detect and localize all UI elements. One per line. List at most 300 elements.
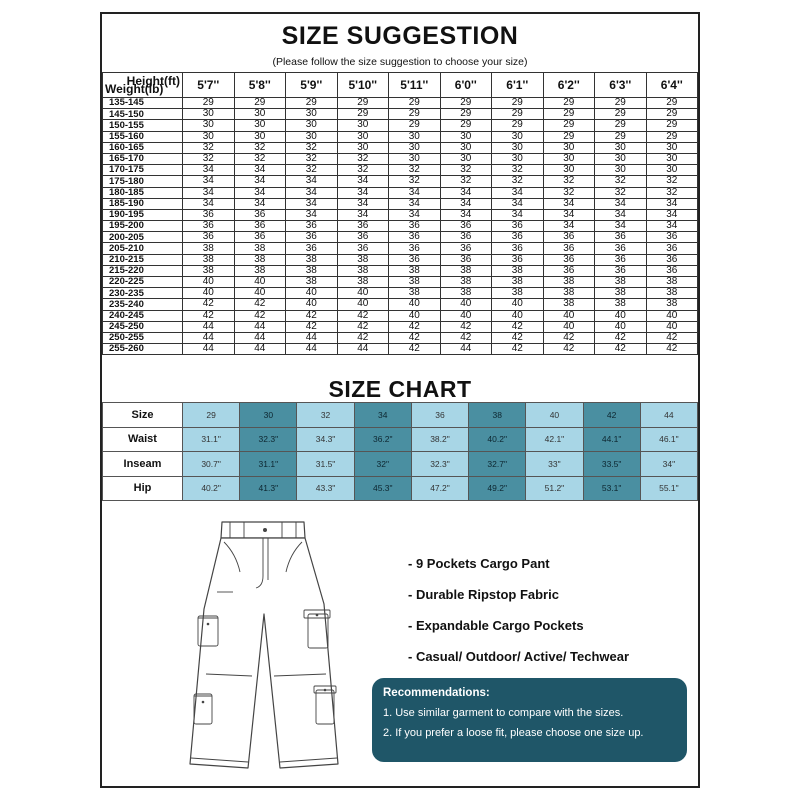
size-cell: 29 [543,109,595,120]
size-cell: 44 [183,321,235,332]
weight-range: 220-225 [103,277,183,288]
size-cell: 32 [337,165,389,176]
table-row [103,153,698,164]
size-chart-table [102,402,698,501]
size-cell: 29 [595,98,647,109]
size-cell: 40 [646,321,698,332]
measurement-cell: 46.1" [640,427,697,452]
size-cell: 36 [646,254,698,265]
size-cell: 32 [183,153,235,164]
height-header: 5'10'' [337,73,389,98]
size-cell: 30 [595,165,647,176]
size-cell: 34 [646,209,698,220]
size-cell: 36 [183,232,235,243]
size-cell: 36 [286,232,338,243]
size-cell: 34 [492,187,544,198]
table-row [103,209,698,220]
table-row [103,310,698,321]
size-cell: 34 [389,187,441,198]
size-cell: 40 [389,299,441,310]
weight-range: 155-160 [103,131,183,142]
size-cell: 30 [183,120,235,131]
size-cell: 34 [595,209,647,220]
size-cell: 42 [337,310,389,321]
size-cell: 36 [183,221,235,232]
size-suggestion-table [102,72,698,355]
measurement-cell: 36 [411,403,468,428]
size-cell: 42 [234,310,286,321]
size-cell: 34 [492,198,544,209]
size-cell: 40 [440,310,492,321]
measurement-cell: 29 [183,403,240,428]
size-cell: 29 [440,120,492,131]
size-cell: 34 [492,209,544,220]
measurement-cell: 32" [354,452,411,477]
size-cell: 34 [286,187,338,198]
size-cell: 34 [183,198,235,209]
size-cell: 34 [286,198,338,209]
size-cell: 34 [389,209,441,220]
weight-range: 170-175 [103,165,183,176]
size-cell: 29 [337,98,389,109]
measurement-cell: 40.2" [183,476,240,501]
size-cell: 29 [595,109,647,120]
size-cell: 38 [543,277,595,288]
size-guide-sheet [100,12,700,788]
weight-range: 160-165 [103,142,183,153]
size-cell: 40 [337,288,389,299]
measurement-cell: 30 [240,403,297,428]
measurement-cell: 41.3" [240,476,297,501]
size-cell: 42 [389,321,441,332]
size-cell: 29 [286,98,338,109]
size-cell: 42 [389,344,441,355]
feature-item: - Durable Ripstop Fabric [408,587,559,602]
weight-range: 205-210 [103,243,183,254]
size-cell: 29 [440,109,492,120]
size-cell: 40 [337,299,389,310]
size-cell: 34 [440,198,492,209]
size-cell: 29 [543,120,595,131]
size-cell: 29 [440,98,492,109]
size-cell: 44 [440,344,492,355]
measurement-cell: 33" [526,452,583,477]
size-cell: 44 [337,344,389,355]
size-cell: 32 [492,176,544,187]
size-cell: 42 [440,321,492,332]
size-cell: 34 [646,221,698,232]
size-cell: 38 [286,265,338,276]
size-cell: 40 [440,299,492,310]
size-cell: 29 [492,120,544,131]
measurement-cell: 49.2" [469,476,526,501]
size-cell: 36 [234,209,286,220]
size-cell: 38 [389,277,441,288]
size-cell: 44 [183,332,235,343]
measurement-cell: 30.7" [183,452,240,477]
size-cell: 44 [286,332,338,343]
size-cell: 34 [234,165,286,176]
size-cell: 40 [286,299,338,310]
measurement-cell: 32.3" [240,427,297,452]
size-cell: 42 [286,310,338,321]
size-cell: 30 [646,165,698,176]
size-cell: 30 [440,142,492,153]
table-row [103,165,698,176]
table-row [103,176,698,187]
size-cell: 34 [337,209,389,220]
size-cell: 29 [492,109,544,120]
measurement-cell: 55.1" [640,476,697,501]
size-cell: 38 [337,265,389,276]
size-cell: 42 [286,321,338,332]
size-cell: 30 [543,165,595,176]
size-cell: 32 [389,165,441,176]
size-cell: 42 [543,344,595,355]
size-cell: 29 [492,98,544,109]
size-cell: 36 [183,209,235,220]
table-row [103,120,698,131]
weight-range: 235-240 [103,299,183,310]
size-cell: 38 [543,299,595,310]
feature-item: - 9 Pockets Cargo Pant [408,556,550,571]
size-cell: 30 [234,131,286,142]
size-cell: 36 [337,232,389,243]
height-header: 5'8'' [234,73,286,98]
size-cell: 40 [543,321,595,332]
weight-range: 180-185 [103,187,183,198]
size-cell: 29 [337,109,389,120]
measurement-cell: 34" [640,452,697,477]
size-cell: 42 [440,332,492,343]
weight-range: 215-220 [103,265,183,276]
size-cell: 40 [595,321,647,332]
table-row [103,344,698,355]
size-cell: 40 [234,277,286,288]
measurement-cell: 43.3" [297,476,354,501]
table-corner-header [103,73,183,98]
size-cell: 38 [183,265,235,276]
table-row [103,265,698,276]
size-cell: 29 [646,109,698,120]
feature-item: - Expandable Cargo Pockets [408,618,584,633]
weight-range: 230-235 [103,288,183,299]
size-cell: 30 [286,131,338,142]
recommendation-item: 1. Use similar garment to compare with the sizes. [383,707,624,719]
size-cell: 38 [183,243,235,254]
size-cell: 30 [234,109,286,120]
size-cell: 38 [440,265,492,276]
size-cell: 36 [492,221,544,232]
height-header: 5'9'' [286,73,338,98]
size-cell: 42 [337,321,389,332]
size-cell: 36 [543,243,595,254]
feature-item: - Casual/ Outdoor/ Active/ Techwear [408,649,630,664]
size-cell: 32 [337,153,389,164]
size-cell: 30 [543,142,595,153]
size-cell: 34 [595,221,647,232]
size-cell: 32 [389,176,441,187]
size-cell: 30 [389,131,441,142]
size-cell: 32 [234,142,286,153]
size-cell: 36 [543,265,595,276]
measurement-cell: 34 [354,403,411,428]
measurement-label: Inseam [103,452,183,477]
size-cell: 29 [389,120,441,131]
size-cell: 36 [440,243,492,254]
size-cell: 29 [595,120,647,131]
table-row [103,321,698,332]
table-row [103,131,698,142]
size-cell: 36 [286,243,338,254]
measurement-cell: 44.1" [583,427,640,452]
size-cell: 32 [543,187,595,198]
size-cell: 30 [492,153,544,164]
size-cell: 44 [234,344,286,355]
size-cell: 30 [646,153,698,164]
size-cell: 30 [337,120,389,131]
size-cell: 32 [595,176,647,187]
table-row [103,403,698,428]
measurement-cell: 42.1" [526,427,583,452]
size-cell: 36 [234,221,286,232]
size-cell: 30 [234,120,286,131]
size-cell: 36 [595,243,647,254]
size-cell: 42 [234,299,286,310]
size-cell: 38 [234,265,286,276]
size-cell: 40 [492,310,544,321]
size-cell: 44 [286,344,338,355]
weight-range: 190-195 [103,209,183,220]
measurement-cell: 51.2" [526,476,583,501]
size-cell: 42 [492,321,544,332]
size-cell: 30 [646,142,698,153]
size-cell: 42 [492,344,544,355]
size-cell: 36 [440,232,492,243]
measurement-cell: 47.2" [411,476,468,501]
size-cell: 29 [389,98,441,109]
size-cell: 34 [440,209,492,220]
measurement-cell: 45.3" [354,476,411,501]
height-header: 6'3'' [595,73,647,98]
size-cell: 40 [492,299,544,310]
table-row [103,427,698,452]
measurement-cell: 38.2" [411,427,468,452]
weight-range: 185-190 [103,198,183,209]
size-cell: 29 [389,109,441,120]
size-cell: 30 [183,109,235,120]
measurement-cell: 32.7" [469,452,526,477]
size-cell: 30 [337,142,389,153]
size-suggestion-subtitle: (Please follow the size suggestion to choose your size) [272,56,528,68]
size-cell: 34 [337,176,389,187]
size-cell: 38 [183,254,235,265]
table-row [103,288,698,299]
size-cell: 40 [234,288,286,299]
size-cell: 32 [286,165,338,176]
measurement-cell: 44 [640,403,697,428]
measurement-label: Hip [103,476,183,501]
table-row [103,452,698,477]
size-cell: 36 [492,243,544,254]
height-header: 6'0'' [440,73,492,98]
weight-range: 240-245 [103,310,183,321]
weight-range: 135-145 [103,98,183,109]
size-cell: 34 [337,198,389,209]
size-cell: 38 [492,277,544,288]
size-cell: 36 [646,265,698,276]
size-cell: 42 [492,332,544,343]
size-cell: 29 [646,98,698,109]
weight-range: 200-205 [103,232,183,243]
size-cell: 32 [286,153,338,164]
size-cell: 32 [183,142,235,153]
size-cell: 36 [337,221,389,232]
size-cell: 36 [492,232,544,243]
size-cell: 40 [595,310,647,321]
measurement-cell: 36.2" [354,427,411,452]
size-cell: 44 [234,332,286,343]
size-cell: 44 [234,321,286,332]
size-cell: 34 [286,176,338,187]
recommendations-box [372,678,687,762]
size-cell: 36 [389,232,441,243]
size-cell: 40 [286,288,338,299]
size-cell: 38 [286,277,338,288]
size-cell: 38 [543,288,595,299]
weight-axis-label: Weight(lb) [105,82,164,96]
size-cell: 34 [595,198,647,209]
size-cell: 42 [646,332,698,343]
size-cell: 30 [440,131,492,142]
size-cell: 32 [646,176,698,187]
size-cell: 38 [234,243,286,254]
measurement-label: Size [103,403,183,428]
size-cell: 36 [440,254,492,265]
size-cell: 42 [183,310,235,321]
size-cell: 32 [595,187,647,198]
size-cell: 36 [234,232,286,243]
measurement-cell: 31.5" [297,452,354,477]
size-cell: 30 [543,153,595,164]
size-cell: 29 [646,131,698,142]
size-cell: 36 [389,254,441,265]
table-row [103,187,698,198]
measurement-cell: 31.1" [240,452,297,477]
table-row [103,299,698,310]
weight-range: 165-170 [103,153,183,164]
size-cell: 30 [595,153,647,164]
table-row [103,254,698,265]
size-cell: 36 [543,232,595,243]
height-axis-label: Height(ft) [126,74,180,88]
size-cell: 36 [492,254,544,265]
size-cell: 34 [543,198,595,209]
feature-list [408,556,629,680]
size-cell: 38 [286,254,338,265]
measurement-label: Waist [103,427,183,452]
size-cell: 30 [389,142,441,153]
size-cell: 38 [389,288,441,299]
size-cell: 29 [595,131,647,142]
weight-range: 255-260 [103,344,183,355]
measurement-cell: 33.5" [583,452,640,477]
measurement-cell: 42 [583,403,640,428]
size-cell: 40 [389,310,441,321]
table-row [103,142,698,153]
size-cell: 29 [646,120,698,131]
size-cell: 36 [595,254,647,265]
size-cell: 40 [183,277,235,288]
table-row [103,277,698,288]
size-cell: 42 [337,332,389,343]
size-cell: 38 [234,254,286,265]
recommendation-item: 2. If you prefer a loose fit, please choose one size up. [383,727,644,739]
size-chart-title: SIZE CHART [328,376,472,402]
size-cell: 38 [337,277,389,288]
table-row [103,243,698,254]
measurement-cell: 40.2" [469,427,526,452]
table-row [103,98,698,109]
size-cell: 38 [337,254,389,265]
size-cell: 42 [183,299,235,310]
measurement-cell: 38 [469,403,526,428]
size-cell: 32 [286,142,338,153]
height-header: 6'2'' [543,73,595,98]
size-cell: 38 [440,277,492,288]
measurement-cell: 34.3" [297,427,354,452]
measurement-cell: 53.1" [583,476,640,501]
size-cell: 30 [183,131,235,142]
size-cell: 44 [183,344,235,355]
size-cell: 34 [543,221,595,232]
size-cell: 36 [389,243,441,254]
size-cell: 36 [646,243,698,254]
table-row [103,232,698,243]
size-cell: 38 [492,265,544,276]
size-cell: 30 [492,142,544,153]
size-cell: 30 [389,153,441,164]
size-cell: 40 [543,310,595,321]
size-cell: 30 [337,131,389,142]
size-cell: 38 [646,277,698,288]
size-cell: 36 [440,221,492,232]
size-cell: 38 [389,265,441,276]
weight-range: 250-255 [103,332,183,343]
size-suggestion-title: SIZE SUGGESTION [281,22,519,50]
size-cell: 38 [646,299,698,310]
measurement-cell: 31.1" [183,427,240,452]
height-header: 6'4'' [646,73,698,98]
size-cell: 32 [646,187,698,198]
size-cell: 42 [595,344,647,355]
size-cell: 34 [234,187,286,198]
size-cell: 42 [595,332,647,343]
size-cell: 32 [543,176,595,187]
size-cell: 29 [543,98,595,109]
table-row [103,332,698,343]
table-row [103,221,698,232]
weight-range: 195-200 [103,221,183,232]
size-cell: 36 [646,232,698,243]
size-cell: 32 [440,165,492,176]
cargo-pants-icon [164,514,354,779]
size-cell: 36 [337,243,389,254]
table-row [103,109,698,120]
measurement-cell: 32 [297,403,354,428]
size-cell: 34 [440,187,492,198]
size-cell: 42 [543,332,595,343]
